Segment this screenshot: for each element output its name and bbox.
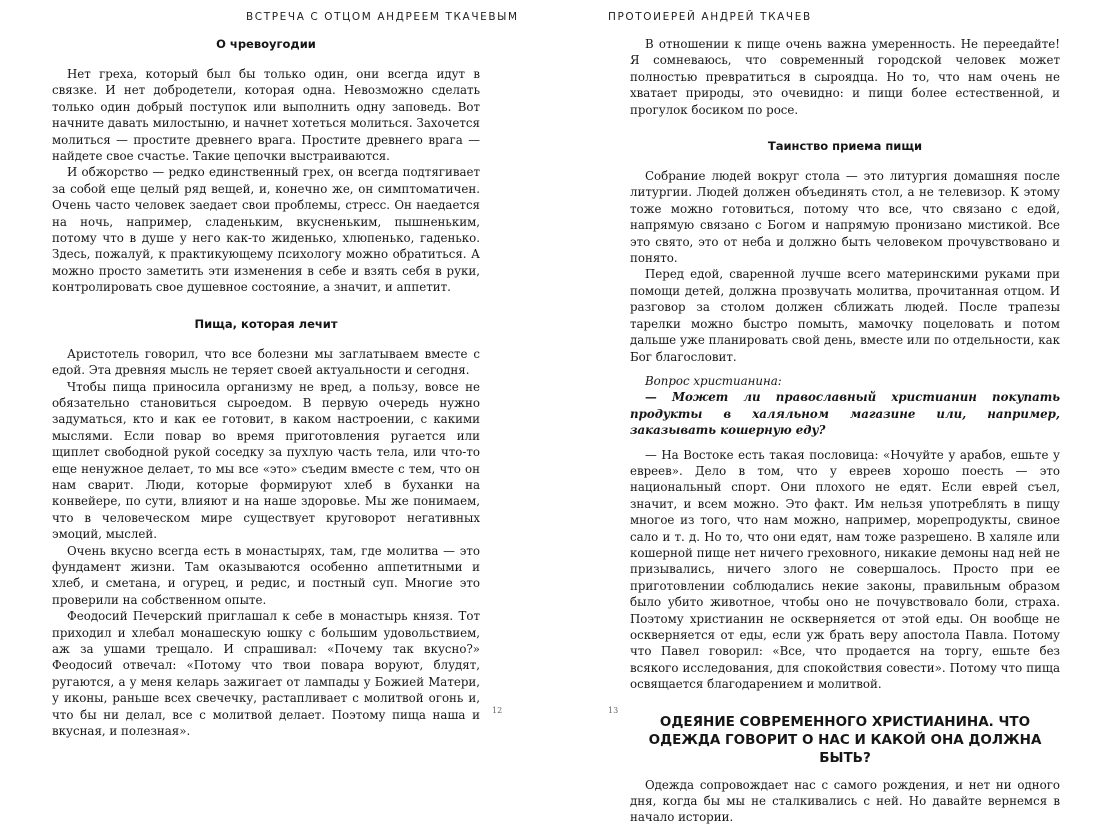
- paragraph: Собрание людей вокруг стола — это литургия домашняя после литургии. Людей должен объединять стол, а не телевизор. К этому тоже можно готовиться, потому что все, что связано с едой, напрямую связано с Богом и напрямую пронизано мистикой. Все это свято, это от неба и должно быть человеком прочувствовано и понято.: [630, 169, 1060, 266]
- running-head-right: ПРОТОИЕРЕЙ АНДРЕЙ ТКАЧЕВ: [608, 11, 812, 23]
- right-column: [630, 36, 1060, 826]
- paragraph: Феодосий Печерский приглашал к себе в монастырь князя. Тот приходил и хлебал монашескую юшку с большим удовольствием, аж за ушами трещало. И спрашивал: «Почему так вкусно?» Феодосий отвечал: «Потому что твои повара воруют, блудят, ругаются, а у меня келарь зажигает от лампады у Божией Матери, у иконы, раньше всех свечечку, растапливает с молитвой огонь и, что бы ни делал, все с молитвой делает. Поэтому пища наша и вкусная, и полезная».: [52, 609, 480, 739]
- paragraph: И обжорство — редко единственный грех, он всегда подтягивает за собой еще целый ряд вещей, и, конечно же, он симптоматичен. Очень часто человек заедает свои проблемы, стресс. Он наедается на ночь, например, сладеньким, вкусненьким, пышненьким, потому что в душе у него как-то жиденько, хлюпенько, гаденько. Здесь, пожалуй, к практикующему психологу можно обратиться. А можно просто заметить эти изменения в себе и взять себя в руки, контролировать свое душевное состояние, а значит, и аппетит.: [52, 165, 480, 295]
- left-page: [0, 0, 550, 739]
- paragraph: Аристотель говорил, что все болезни мы заглатываем вместе с едой. Эта древняя мысль не теряет своей актуальности и сегодня.: [52, 346, 480, 378]
- paragraph: В отношении к пище очень важна умеренность. Не переедайте! Я сомневаюсь, что современный городской человек может полностью превратиться в сыроядца. Но то, что нам очень не хватает природы, это очевидно: и пищи более естественной, и прогулок босиком по росе.: [630, 37, 1060, 117]
- paragraph: Очень вкусно всегда есть в монастырях, там, где молитва — это фундамент жизни. Там оказываются особенно аппетитными и хлеб, и сметана, и огурец, и редис, и постный суп. Многие это проверили на собственном опыте.: [52, 543, 480, 607]
- section-title-clothing: ОДЕЯНИЕ СОВРЕМЕННОГО ХРИСТИАНИНА. ЧТО ОДЕЖДА ГОВОРИТ О НАС И КАКОЙ ОНА ДОЛЖНА БЫТЬ?: [648, 713, 1042, 766]
- section-title-healing-food: Пища, которая лечит: [194, 316, 338, 331]
- paragraph: Нет греха, который был бы только один, они всегда идут в связке. И нет добродетели, которая одна. Невозможно сделать только один добрый поступок или выполнить одну заповедь. Вот начните давать милостыню, и начнет хотеться молиться. Захочется молиться — простите древнего врага. Простите древнего врага — найдете свое счастье. Такие цепочки выстраиваются.: [52, 67, 480, 164]
- page-number-left: 12: [492, 706, 503, 715]
- paragraph: Одежда сопровождает нас с самого рождения, и нет ни одного дня, когда бы мы не сталкивались с ней. Но давайте вернемся в начало истории.: [630, 777, 1060, 825]
- paragraph: Чтобы пища приносила организму не вред, а пользу, вовсе не обязательно становиться сыроедом. В первую очередь нужно задуматься, кто и как ее готовит, в каком настроении, с какими мыслями. Если повар во время приготовления ругается или щиплет свободной рукой соседку за пухлую часть тела, или что-то еще ненужное делает, то мы все «это» съедим вместе с тем, что он нам сварит. Люди, которые формируют хлеб в буханки на конвейере, по сути, влияют и на наше здоровье. Мы же понимаем, что в человеческом мире существует круговорот негативных эмоций, мыслей.: [52, 379, 480, 542]
- answer-paragraph: — На Востоке есть такая пословица: «Ночуйте у арабов, ешьте у евреев». Дело в том, что у евреев хорошо поесть — это национальный спорт. Они плохого не едят. Если еврей съел, значит, и всем можно. Это факт. Им нельзя употреблять в пищу многое из того, что нам можно, например, морепродукты, свиное сало и т. д. Но то, что они едят, нам тоже разрешено. В халяле или кошерной пище нет ничего греховного, никакие демоны над ней не призывались, ничего злого не совершалось. Просто при ее приготовлении соблюдались некие законы, правильным образом было убито животное, чтобы оно не почувствовало боли, страха. Поэтому христианин не оскверняется от этой еды. Он вообще не оскверняется от еды, если уж брать веру апостола Павла. Потому что Павел говорил: «Все, что продается на торгу, ешьте без всякого исследования, для спокойствия совести». Потому что пища освящается благодарением и молитвой.: [630, 447, 1060, 692]
- section-title-meal-sacrament: Таинство приема пищи: [767, 139, 923, 154]
- question-label: Вопрос христианина:: [645, 373, 782, 388]
- running-head-left: ВСТРЕЧА С ОТЦОМ АНДРЕЕМ ТКАЧЕВЫМ: [246, 11, 519, 23]
- question-text: — Может ли православный христианин покупать продукты в халяльном магазине или, например, заказывать кошерную еду?: [630, 390, 1060, 438]
- paragraph: Перед едой, сваренной лучше всего материнскими руками при помощи детей, должна прозвучать молитва, прочитанная отцом. И разговор за столом должен сближать людей. После трапезы тарелки можно быстро помыть, мамочку поцеловать и потом дальше уже планировать свой день, вместе или по отдельности, как Бог благословит.: [630, 267, 1060, 364]
- section-title-gluttony: О чревоугодии: [216, 37, 316, 51]
- left-column: [52, 36, 480, 739]
- right-page: [550, 0, 1100, 825]
- page-number-right: 13: [608, 706, 619, 715]
